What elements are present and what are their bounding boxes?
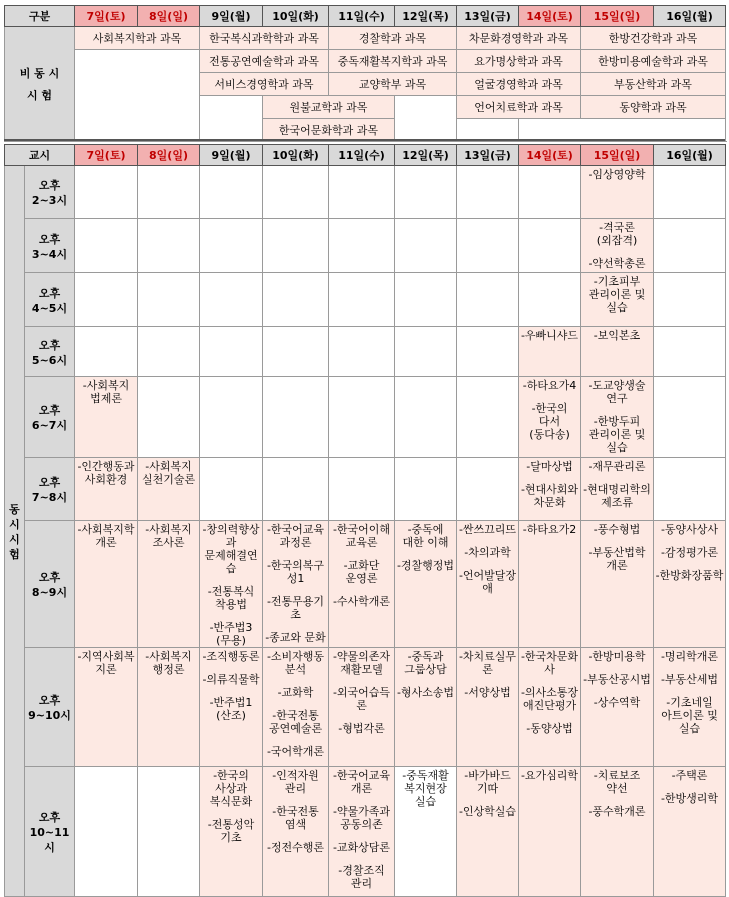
course: -전통성악 기초 [207, 818, 255, 844]
day-header: 7일(토) [75, 6, 138, 27]
course: -상수역학 [593, 696, 641, 709]
course: -소비자행동 분석 [266, 650, 325, 676]
course: -인적자원 관리 [272, 769, 319, 795]
day-header: 13일(금) [457, 6, 519, 27]
course: -동양상법 [526, 722, 573, 735]
course: -요가심리학 [520, 769, 579, 782]
course: -우빠니샤드 [520, 329, 579, 342]
course: -국어학개론 [266, 745, 325, 758]
course: -달마상법 [526, 460, 573, 473]
course: -격국론 (외잡격) [596, 221, 638, 247]
period-row [5, 648, 726, 767]
course: -한방생리학 [660, 792, 719, 805]
course: -전통무용기초 [266, 595, 325, 621]
day-header: 12일(목) [395, 6, 457, 27]
course: -전통복식 착용법 [207, 585, 255, 611]
course: -부동산법학 개론 [588, 546, 646, 572]
day-header: 14일(토) [519, 6, 581, 27]
course: -지역사회복 지론 [77, 650, 135, 676]
period-row [5, 166, 726, 219]
side-char: 험 [9, 548, 20, 561]
course: -바가바드 기따 [464, 769, 511, 795]
side-char: 시 [9, 533, 20, 546]
course: -차의과학 [464, 546, 511, 559]
course: -기초네일 아트이론 및 실습 [661, 696, 718, 735]
course: -감정평가론 [660, 546, 719, 559]
async-item: 한국복식과학학과 과목 [200, 27, 329, 50]
period-label [25, 648, 75, 767]
course: -형법각론 [338, 722, 385, 735]
period-label [25, 458, 75, 521]
course: -형사소송법 [396, 686, 455, 699]
async-item: 경찰학과 과목 [329, 27, 457, 50]
day-header: 16일(월) [654, 145, 726, 166]
period-label [25, 273, 75, 327]
course: -사회복지 조사론 [145, 523, 192, 549]
course: -한국의복구성1 [266, 559, 325, 585]
day-header: 12일(목) [395, 145, 457, 166]
async-item: 사회복지학과 과목 [75, 27, 200, 50]
period-row [5, 273, 726, 327]
day-header: 10일(화) [263, 6, 329, 27]
course: -중독과 그룹상담 [404, 650, 447, 676]
course: -외국어습득론 [332, 686, 391, 712]
sync-side-label [5, 166, 25, 897]
period-label-text: 오후 3~4시 [31, 232, 68, 261]
day-header: 14일(토) [519, 145, 581, 166]
course: -한국의 다서 (동다송) [529, 402, 570, 441]
async-item: 전통공연예술학과 과목 [200, 50, 329, 73]
async-item: 동양학과 과목 [581, 96, 726, 119]
async-item: 중독재활복지학과 과목 [329, 50, 457, 73]
course: -하타요가4 [522, 379, 577, 392]
course: -중독재활 복지현장 실습 [402, 769, 449, 808]
course: -조직행동론 [202, 650, 260, 663]
course: -한방화장품학 [655, 569, 724, 582]
course: -풍수학개론 [588, 805, 646, 818]
course: -임상영양학 [588, 168, 646, 181]
day-header: 11일(수) [329, 145, 395, 166]
course: -서양상법 [464, 686, 511, 699]
course: -싼쓰끄리뜨 [458, 523, 517, 536]
course: -창의력향상과 문제해결연습 [202, 523, 260, 575]
period-row [5, 327, 726, 377]
course: -약물의존자 재활모델 [332, 650, 391, 676]
day-header: 8일(일) [138, 6, 200, 27]
period-label-text: 오후 5~6시 [31, 338, 68, 367]
day-header: 13일(금) [457, 145, 519, 166]
course: -한국어교육 개론 [332, 769, 391, 795]
day-header: 15일(일) [581, 6, 654, 27]
course: -한국차문화사 [520, 650, 579, 676]
course: -현대사회와 차문화 [520, 483, 579, 509]
course: -하타요가2 [522, 523, 577, 536]
course: -약물가족과 공동의존 [332, 805, 391, 831]
course: -교화상담론 [332, 841, 391, 854]
course: -풍수형법 [593, 523, 641, 536]
period-row [5, 767, 726, 897]
async-item: 한방건강학과 과목 [581, 27, 726, 50]
async-row-label [5, 27, 75, 142]
period-label-text: 오후 10~11시 [29, 811, 70, 854]
course: -교화학 [277, 686, 314, 699]
async-item: 요가명상학과 과목 [457, 50, 581, 73]
course: -반주법3 (무용) [209, 621, 253, 647]
side-char: 시 [9, 518, 20, 531]
course: -한방미용학 [588, 650, 646, 663]
course: -한국전통 공연예술론 [268, 709, 323, 735]
course: -사회복지학 개론 [77, 523, 135, 549]
header-label: 교시 [5, 145, 75, 166]
period-label [25, 767, 75, 897]
async-item: 한국어문화학과 과목 [263, 119, 395, 142]
course: -기초피부 관리이론 및 실습 [588, 275, 646, 314]
course: -주택론 [671, 769, 708, 782]
async-empty [75, 50, 200, 142]
course: -반주법1 (산조) [209, 696, 253, 722]
async-empty [395, 96, 457, 142]
course: -경찰행정법 [396, 559, 455, 572]
async-item: 교양학부 과목 [329, 73, 457, 96]
period-label [25, 166, 75, 219]
course: -도교양생술 연구 [588, 379, 646, 405]
period-label-text: 오후 9~10시 [28, 694, 71, 722]
period-row [5, 458, 726, 521]
course: -차치료실무론 [458, 650, 517, 676]
course: -수사학개론 [332, 595, 391, 608]
header-label: 구분 [5, 6, 75, 27]
async-item: 서비스경영학과 과목 [200, 73, 329, 96]
period-row [5, 521, 726, 648]
period-label [25, 377, 75, 458]
course: -사회복지 법제론 [82, 379, 130, 405]
course: -인상학실습 [458, 805, 517, 818]
async-item: 얼굴경영학과 과목 [457, 73, 581, 96]
day-header: 7일(토) [75, 145, 138, 166]
course: -부동산공시법 [583, 673, 651, 686]
course: -현대명리학의 제조류 [583, 483, 651, 509]
course: -언어발달장애 [458, 569, 517, 595]
course: -종교와 문화 [265, 631, 326, 644]
period-label [25, 327, 75, 377]
async-empty [200, 96, 263, 142]
async-exam-table [4, 5, 726, 142]
day-header: 11일(수) [329, 6, 395, 27]
sync-header-row [5, 145, 726, 166]
course: -재무관리론 [588, 460, 646, 473]
period-row [5, 377, 726, 458]
day-header: 9일(월) [200, 145, 263, 166]
day-header: 15일(일) [581, 145, 654, 166]
day-header: 9일(월) [200, 6, 263, 27]
course: -교화단 운영론 [343, 559, 380, 585]
course: -정전수행론 [266, 841, 325, 854]
course: -사회복지 실천기술론 [141, 460, 196, 486]
async-row-label-text: 비 동 시 시 험 [19, 67, 60, 102]
course: -의류직물학 [202, 673, 260, 686]
sync-exam-table [4, 144, 726, 897]
section-divider [4, 139, 725, 141]
period-label-text: 오후 6~7시 [31, 404, 68, 432]
course: -한국어교육 과정론 [266, 523, 325, 549]
day-header: 8일(일) [138, 145, 200, 166]
course: -보익본초 [593, 329, 641, 342]
course: -치료보조 약선 [593, 769, 641, 795]
course: -사회복지 행정론 [145, 650, 192, 676]
async-item: 언어치료학과 과목 [457, 96, 581, 119]
course: -동양사상사 [660, 523, 719, 536]
async-item: 원불교학과 과목 [263, 96, 395, 119]
course: -의사소통장 애진단평가 [520, 686, 579, 712]
period-label [25, 521, 75, 648]
period-label-text: 오후 2~3시 [31, 179, 68, 207]
period-row [5, 219, 726, 273]
course: -한국의 사상과 복식문화 [209, 769, 253, 808]
course: -부동산세법 [660, 673, 719, 686]
course: -약선학총론 [588, 257, 646, 270]
day-header: 10일(화) [263, 145, 329, 166]
course: -한국어이해 교육론 [332, 523, 391, 549]
course: -한국전통 염색 [272, 805, 319, 831]
course: -명리학개론 [660, 650, 719, 663]
period-label-text: 오후 8~9시 [31, 571, 68, 599]
period-label [25, 219, 75, 273]
async-item: 부동산학과 과목 [581, 73, 726, 96]
course: -한방두피 관리이론 및 실습 [588, 415, 646, 454]
course: -중독에 대한 이해 [402, 523, 449, 549]
async-header-row [5, 6, 726, 27]
async-item: 차문화경영학과 과목 [457, 27, 581, 50]
async-item: 한방미용예술학과 과목 [581, 50, 726, 73]
side-char: 동 [9, 503, 20, 516]
course: -경찰조직 관리 [338, 864, 385, 890]
period-label-text: 오후 4~5시 [31, 286, 68, 315]
course: -인간행동과 사회환경 [77, 460, 135, 486]
period-label-text: 오후 7~8시 [31, 476, 68, 504]
day-header: 16일(월) [654, 6, 726, 27]
